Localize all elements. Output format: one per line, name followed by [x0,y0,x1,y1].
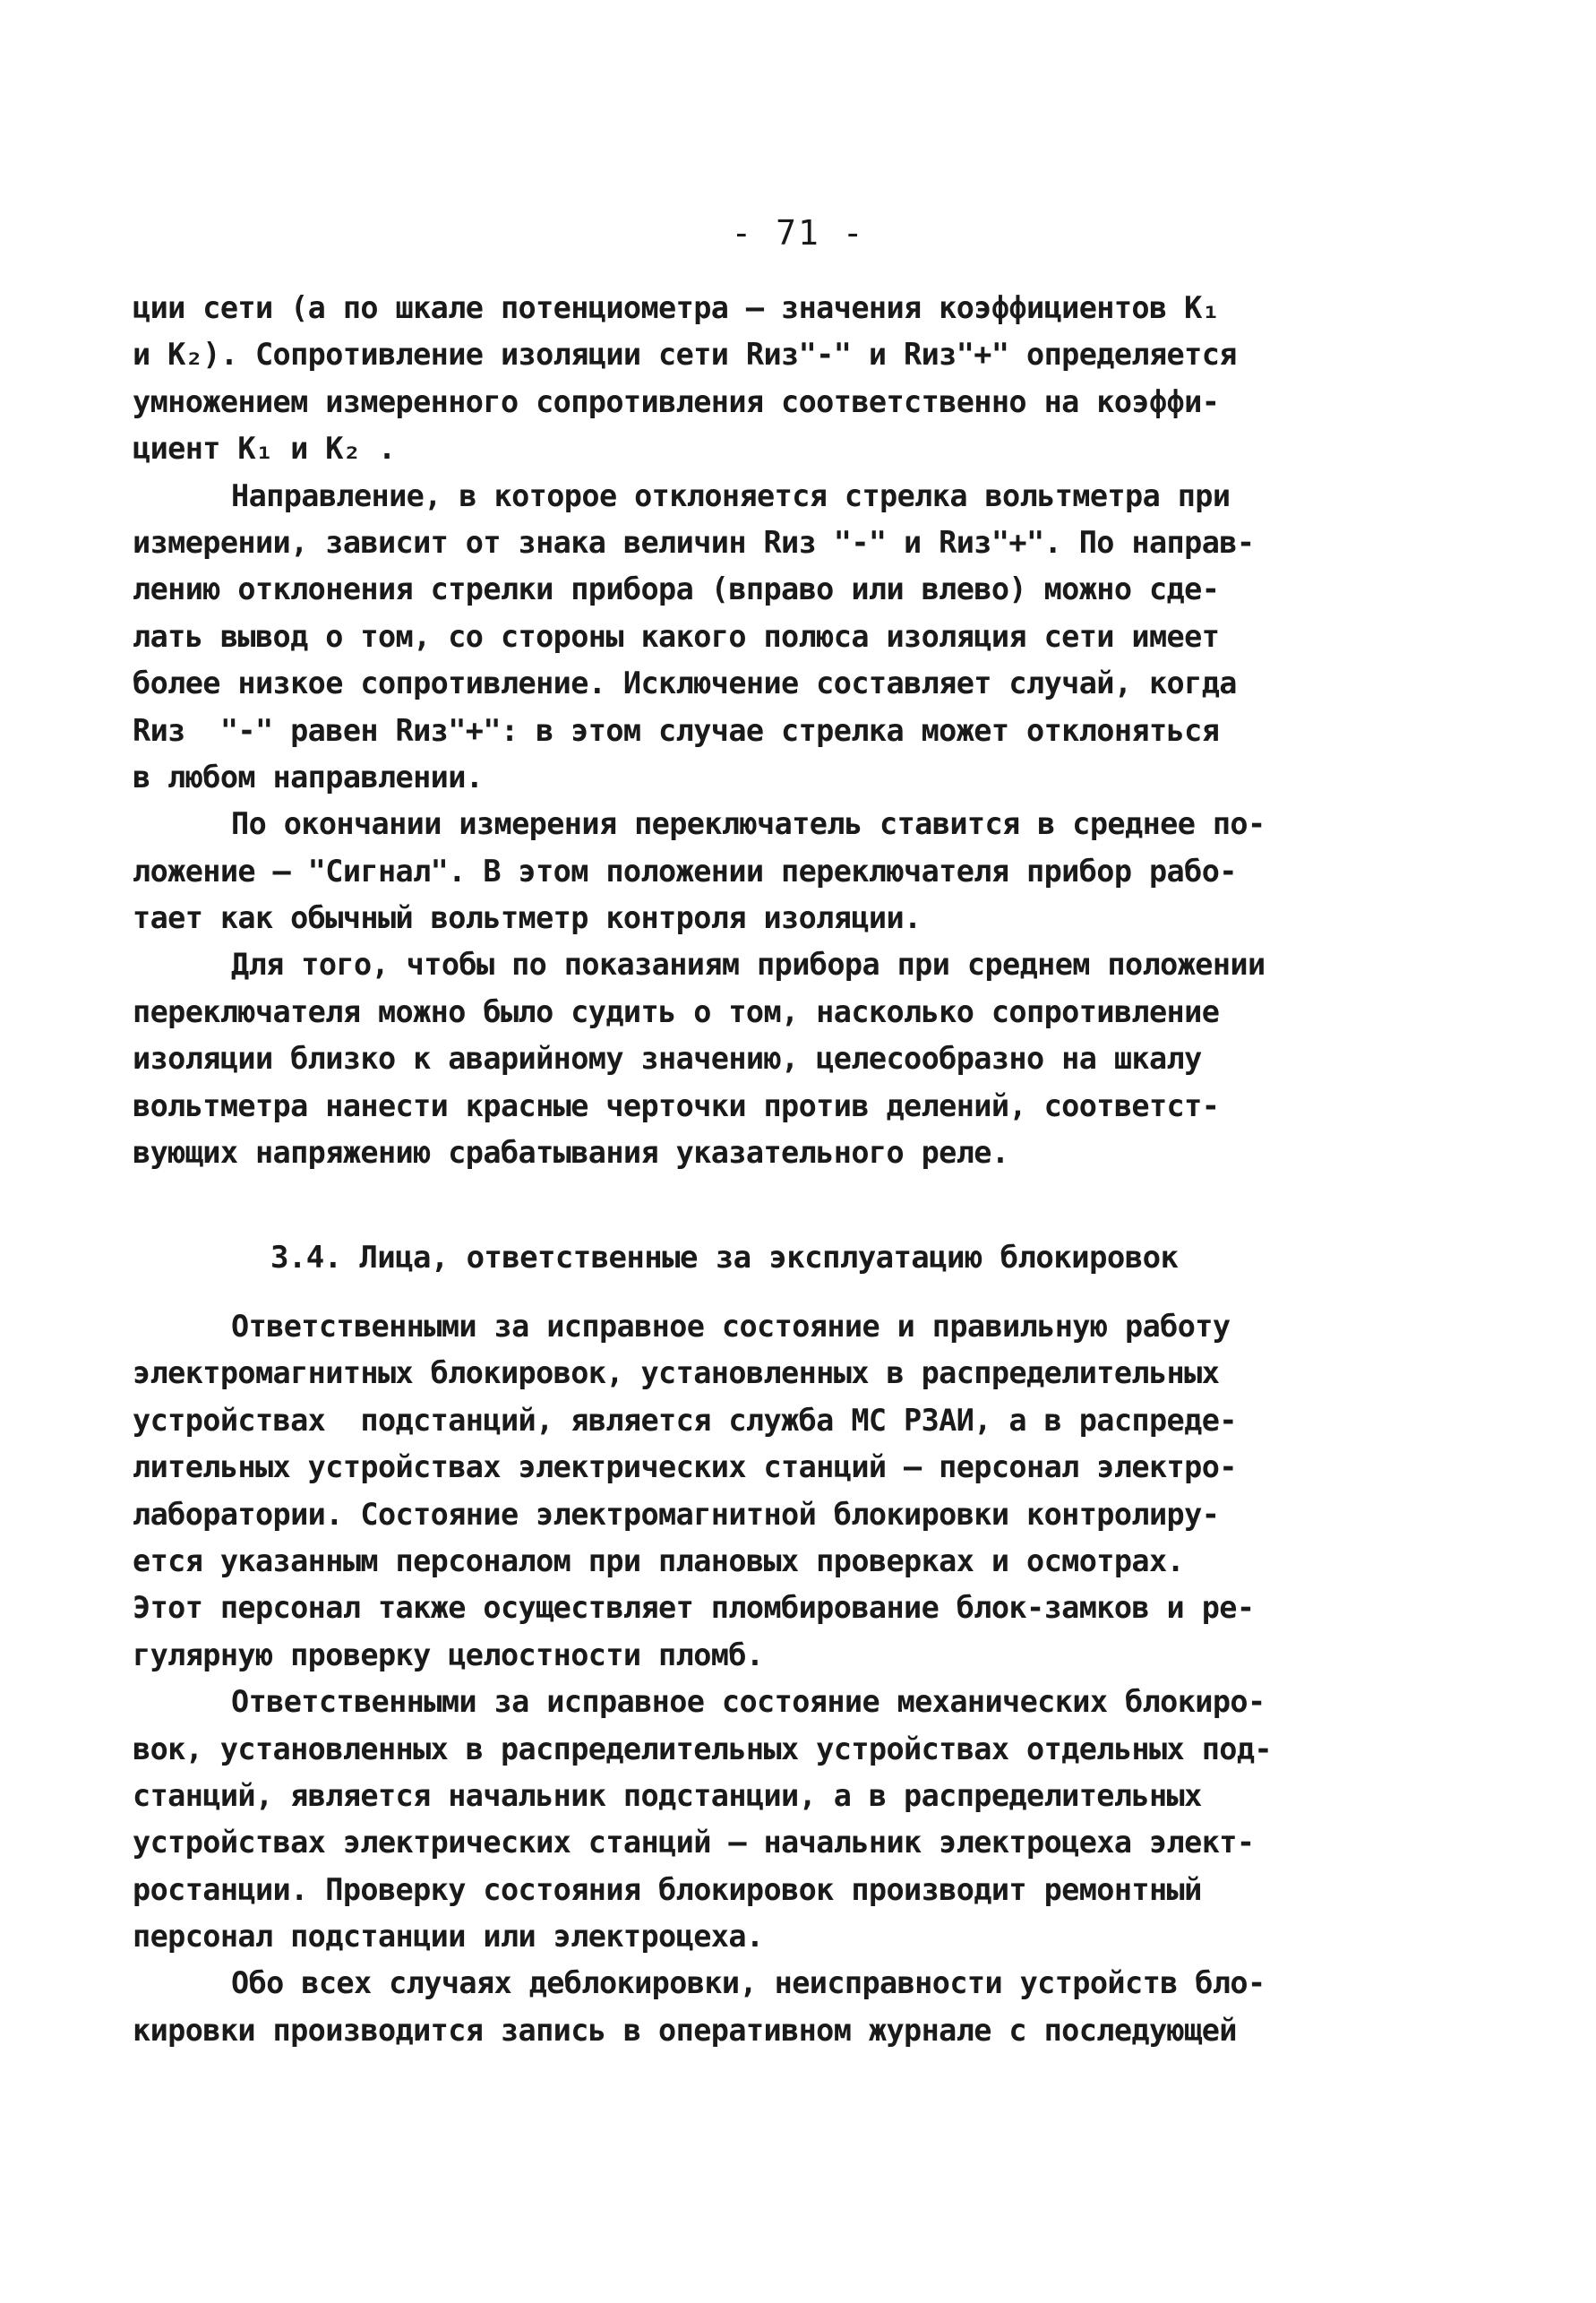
text-line: циент K₁ и K₂ . [133,431,396,467]
text-line: устройствах подстанций, является служба МС РЗАИ, а в распреде- [133,1402,1237,1438]
page-number: - 71 - [731,213,865,253]
text-line: Этот персонал также осуществляет пломбирование блок-замков и ре- [133,1590,1255,1626]
paragraph [133,1679,1369,1960]
text-line: лаборатории. Состояние электромагнитной блокировки контролиру- [133,1496,1220,1532]
text-line: лительных устройствах электрических станций – персонал электро- [133,1449,1237,1485]
text-line: Направление, в которое отклоняется стрелка вольтметра при [231,477,1231,513]
paragraph [133,285,1369,473]
text-line: ростанции. Проверку состояния блокировок производит ремонтный [133,1871,1202,1907]
text-block-bottom [133,1303,1369,2054]
text-line: вольтметра нанести красные черточки против делений, соответст- [133,1087,1220,1123]
text-line: станций, является начальник подстанции, а в распределительных [133,1777,1202,1813]
text-line: электромагнитных блокировок, установленных в распределительных [133,1355,1220,1391]
text-line: Ответственными за исправное состояние и правильную работу [231,1309,1231,1344]
paragraph [133,1303,1369,1679]
text-line: в любом направлении. [133,759,484,795]
text-line: Для того, чтобы по показаниям прибора при среднем положении [231,947,1266,983]
text-line: измерении, зависит от знака величин Rиз "-" и Rиз"+". По направ- [133,524,1255,560]
paragraph [133,1960,1369,2054]
text-line: Rиз "-" равен Rиз"+": в этом случае стрелка может отклоняться [133,712,1220,748]
text-line: вующих напряжению срабатывания указательного реле. [133,1135,1009,1171]
text-line: умножением измеренного сопротивления соответственно на коэффи- [133,383,1220,419]
text-line: устройствах электрических станций – начальник электроцеха элект- [133,1825,1255,1860]
text-line: По окончании измерения переключатель ставится в среднее по- [231,806,1266,842]
text-line: изоляции близко к аварийному значению, целесообразно на шкалу [133,1041,1202,1077]
paragraph [133,801,1369,941]
text-line: гулярную проверку целостности пломб. [133,1637,764,1672]
text-line: персонал подстанции или электроцеха. [133,1919,764,1955]
text-line: более низкое сопротивление. Исключение составляет случай, когда [133,666,1237,701]
text-line: лению отклонения стрелки прибора (вправо или влево) можно сде- [133,571,1220,607]
section-heading: 3.4. Лица, ответственные за эксплуатацию блокировок [270,1240,1179,1276]
text-line: переключателя можно было судить о том, насколько сопротивление [133,993,1220,1029]
text-line: ции сети (а по шкале потенциометра – значения коэффициентов K₁ [133,290,1220,325]
text-line: ется указанным персоналом при плановых проверках и осмотрах. [133,1542,1185,1578]
text-line: Обо всех случаях деблокировки, неисправности устройств бло- [231,1965,1266,2001]
paragraph [133,473,1369,802]
text-line: и K₂). Сопротивление изоляции сети Rиз"-" и Rиз"+" определяется [133,337,1237,373]
text-line: тает как обычный вольтметр контроля изоляции. [133,900,922,936]
paragraph [133,941,1369,1176]
text-line: кировки производится запись в оперативном журнале с последующей [133,2012,1237,2048]
text-line: ложение – "Сигнал". В этом положении переключателя прибор рабо- [133,853,1237,889]
text-line: вок, установленных в распределительных устройствах отдельных под- [133,1731,1272,1766]
text-line: Ответственными за исправное состояние механических блокиро- [231,1684,1266,1720]
text-block-top [133,285,1369,1176]
text-line: лать вывод о том, со стороны какого полюса изоляция сети имеет [133,618,1220,654]
